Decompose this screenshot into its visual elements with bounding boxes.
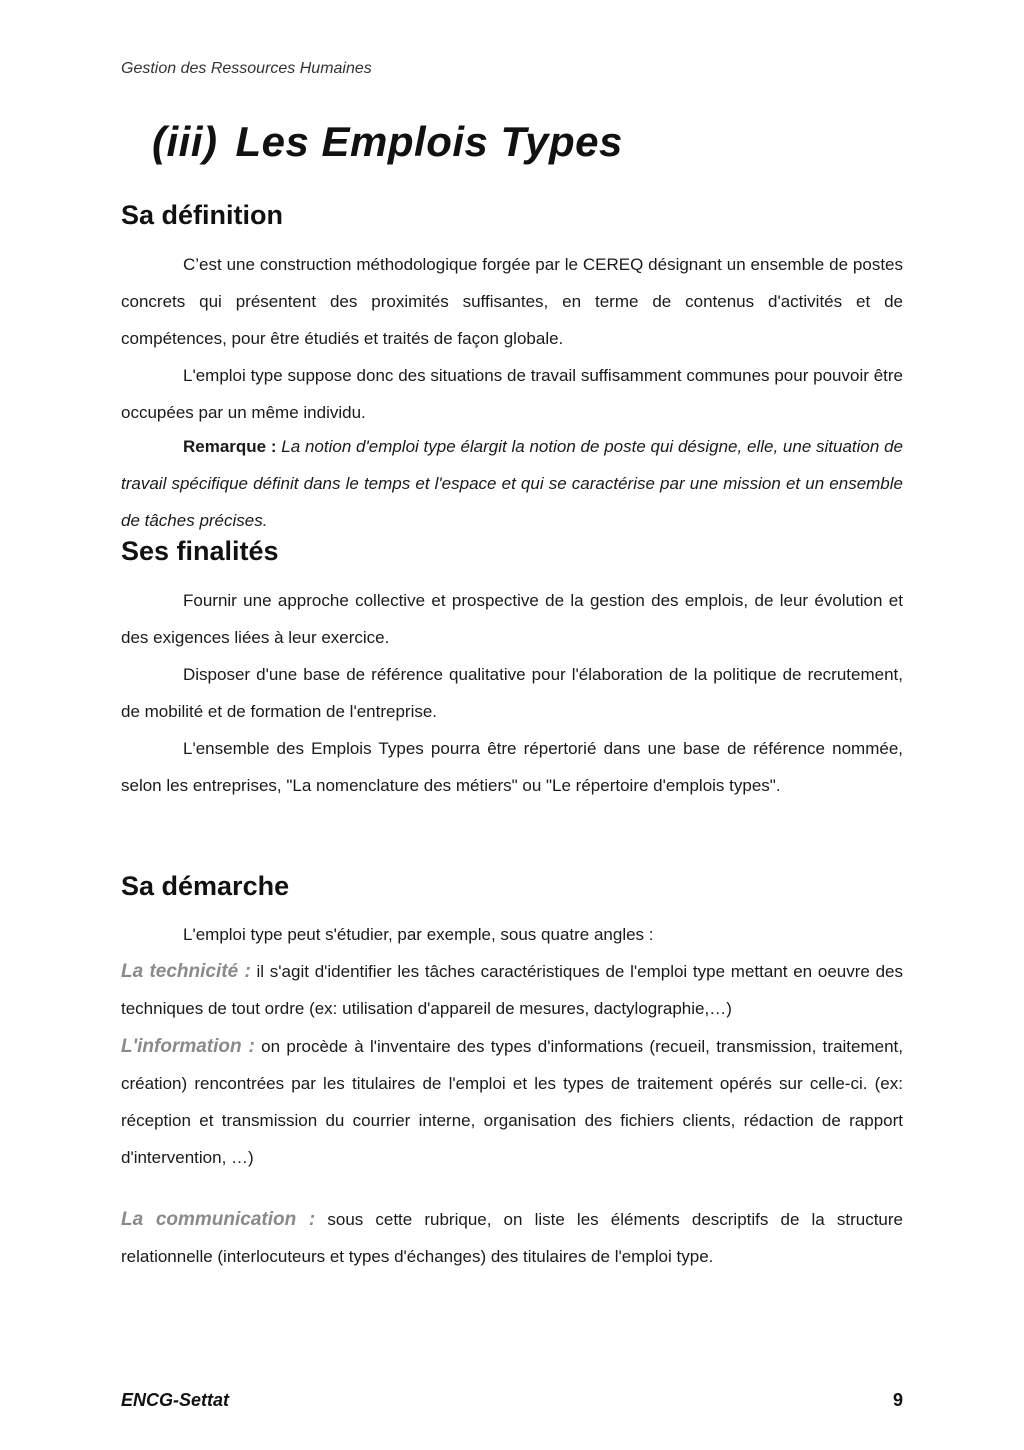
finalites-paragraph-2: Disposer d'une base de référence qualitative pour l'élaboration de la politique de recrutement, de mobilité et de formation de l'entreprise.	[121, 665, 903, 721]
chapter-number: (iii)	[152, 118, 218, 165]
angle-communication	[121, 1201, 903, 1275]
angle-information	[121, 1028, 903, 1176]
chapter-title-text: Les Emplois Types	[235, 118, 623, 165]
angle-text-technicite: il s'agit d'identifier les tâches caractéristiques de l'emploi type mettant en oeuvre des techniques de tout ordre (ex: utilisation d'appareil de mesures, dactylographie,…)	[121, 962, 903, 1018]
section-heading-demarche: Sa démarche	[121, 871, 290, 901]
finalites-paragraph-1: Fournir une approche collective et prospective de la gestion des emplois, de leur évolution et des exigences liées à leur exercice.	[121, 591, 903, 647]
footer-school: ENCG-Settat	[121, 1390, 230, 1410]
footer-page-number: 9	[892, 1390, 903, 1410]
angle-label-communication: La communication :	[121, 1209, 316, 1230]
definition-paragraph-2: L'emploi type suppose donc des situations de travail suffisamment communes pour pouvoir être occupées par un même individu.	[121, 366, 903, 422]
definition-remark	[121, 428, 903, 539]
finalites-paragraph-3: L'ensemble des Emplois Types pourra être répertorié dans une base de référence nommée, selon les entreprises, "La nomenclature des métiers" ou "Le répertoire d'emplois types".	[121, 739, 903, 795]
angle-label-technicite: La technicité :	[121, 961, 251, 982]
demarche-intro: L'emploi type peut s'étudier, par exemple, sous quatre angles :	[183, 925, 654, 944]
definition-paragraph-1: C’est une construction méthodologique forgée par le CEREQ désignant un ensemble de postes concrets qui présentent des proximités suffisantes, en terme de contenus d'activités et de compétences, pour être étudiés et traités de façon globale.	[121, 255, 903, 348]
section-heading-finalites: Ses finalités	[121, 536, 279, 566]
section-heading-definition: Sa définition	[121, 200, 283, 230]
angle-text-communication: sous cette rubrique, on liste les éléments descriptifs de la structure relationnelle (interlocuteurs et types d'échanges) des titulaires de l'emploi type.	[121, 1210, 903, 1266]
angle-text-information: on procède à l'inventaire des types d'informations (recueil, transmission, traitement, création) rencontrées par les titulaires de l'emploi et les types de traitement opérés sur celle-ci. (ex: réception et transmission du courrier interne, organisation des fichiers clients, rédaction de rapport d'intervention, …)	[121, 1037, 903, 1167]
angle-technicite	[121, 953, 903, 1027]
remark-text: La notion d'emploi type élargit la notion de poste qui désigne, elle, une situation de travail spécifique définit dans le temps et l'espace et qui se caractérise par une mission et un ensemble de tâches précises.	[121, 437, 903, 530]
running-header: Gestion des Ressources Humaines	[121, 60, 372, 77]
remark-label: Remarque :	[183, 437, 277, 456]
chapter-title	[152, 118, 623, 166]
angle-label-information: L'information :	[121, 1036, 255, 1057]
